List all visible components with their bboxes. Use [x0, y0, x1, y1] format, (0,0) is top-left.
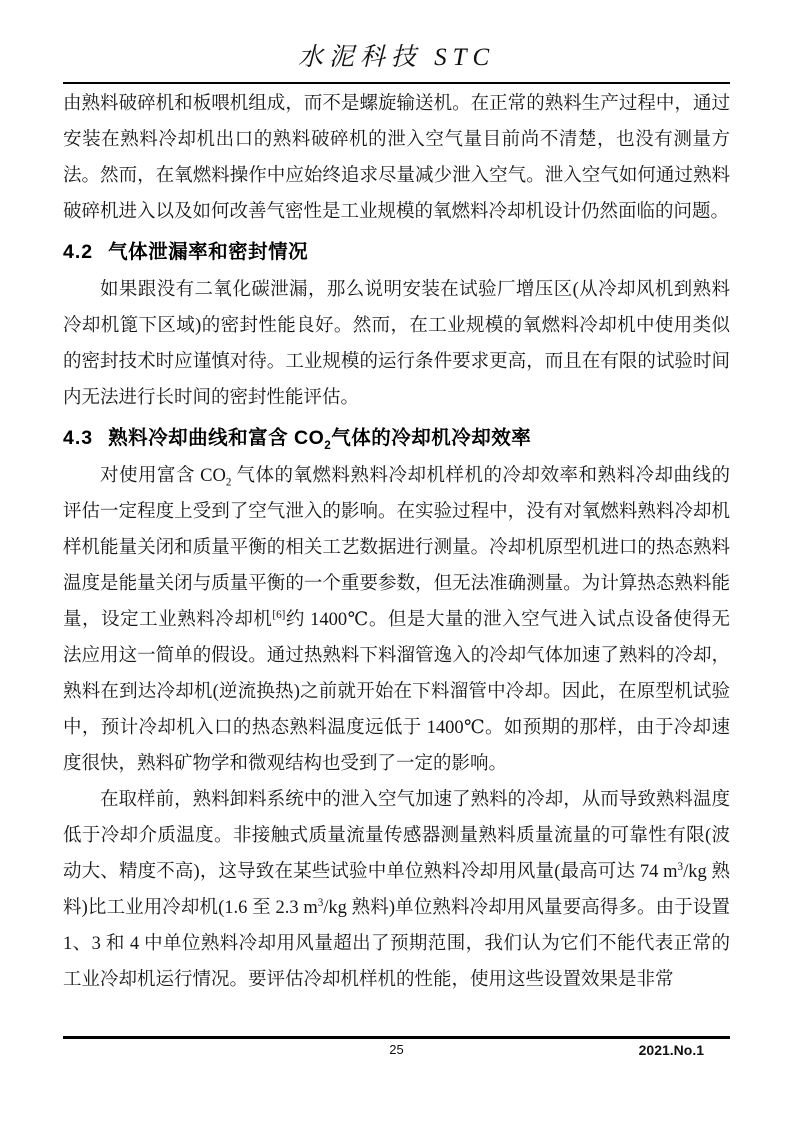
text-run: 约 1400℃。但是大量的泄入空气进入试点设备使得无法应用这一简单的假设。通过热熟料下料溜管逸入的冷却气体加速了熟料的冷却，熟料在到达冷却机(逆流换热)之前就开始在下料溜管中冷却。因此，在原型机试验中，预计冷却机入口的热态熟料温度远低于 1400℃。如预期的那样，由于冷却速度很快，熟料矿物学和微观结构也受到了一定的影响。	[63, 610, 730, 774]
section-number: 4.2	[63, 241, 94, 263]
superscript-run: 3	[317, 896, 324, 909]
page-number: 25	[389, 1042, 404, 1057]
section-number: 4.3	[63, 427, 94, 449]
issue-label: 2021.No.1	[638, 1042, 704, 1058]
footer-row	[63, 1042, 730, 1062]
body-paragraph	[63, 86, 730, 230]
text-run: 由熟料破碎机和板喂机组成，而不是螺旋输送机。在正常的熟料生产过程中，通过安装在熟料冷却机出口的熟料破碎机的泄入空气量目前尚不清楚，也没有测量方法。然而，在氧燃料操作中应始终追求尽量减少泄入空气。泄入空气如何通过熟料破碎机进入以及如何改善气密性是工业规模的氧燃料冷却机设计仍然面临的问题。	[63, 94, 730, 222]
body-paragraph	[63, 458, 730, 782]
page-footer	[63, 1036, 730, 1062]
subscript-run: 2	[324, 438, 332, 452]
text-run: 气体泄漏率和密封情况	[108, 241, 309, 263]
superscript-run: [6]	[272, 608, 286, 621]
text-run: 在取样前，熟料卸料系统中的泄入空气加速了熟料的冷却，从而导致熟料温度低于冷却介质温度。非接触式质量流量传感器测量熟料质量流量的可靠性有限(波动大、精度不高)，这导致在某些试验中单位熟料冷却用风量(最高可达 74 m	[63, 790, 730, 882]
header-rule	[63, 82, 730, 84]
journal-title: 水泥科技 STC	[297, 44, 496, 71]
text-run: 如果跟没有二氧化碳泄漏，那么说明安装在试验厂增压区(从冷却风机到熟料冷却机篦下区域)的密封性能良好。然而，在工业规模的氧燃料冷却机中使用类似的密封技术时应谨慎对待。工业规模的运行条件要求更高，而且在有限的试验时间内无法进行长时间的密封性能评估。	[63, 280, 730, 408]
page-header	[63, 42, 730, 84]
text-run: 熟料冷却曲线和富含 CO	[108, 427, 325, 449]
superscript-run: 3	[677, 860, 684, 873]
section-heading	[63, 419, 730, 457]
text-run: 对使用富含 CO	[100, 466, 226, 486]
text-run: /kg 熟料)单位熟料冷却用风量要高得多。由于设置 1、3 和 4 中单位熟料冷却用风量超出了预期范围，我们认为它们不能代表正常的工业冷却机运行情况。要评估冷却机样机的性能，使用这些设置效果是非常	[63, 898, 730, 990]
subscript-run: 2	[225, 476, 232, 489]
text-run: 气体的氧燃料熟料冷却机样机的冷却效率和熟料冷却曲线的评估一定程度上受到了空气泄入的影响。在实验过程中，没有对氧燃料熟料冷却机样机能量关闭和质量平衡的相关工艺数据进行测量。冷却机原型机进口的热态熟料温度是能量关闭与质量平衡的一个重要参数，但无法准确测量。为计算热态熟料能量，设定工业熟料冷却机	[63, 466, 730, 630]
text-run: /kg 熟料)比工业用冷却机(1.6 至 2.3 m	[63, 862, 731, 918]
text-run: 气体的冷却机冷却效率	[331, 427, 532, 449]
body-paragraph	[63, 272, 730, 416]
document-body	[63, 86, 730, 998]
footer-rule	[63, 1036, 730, 1039]
section-heading	[63, 233, 730, 271]
body-paragraph	[63, 782, 730, 998]
